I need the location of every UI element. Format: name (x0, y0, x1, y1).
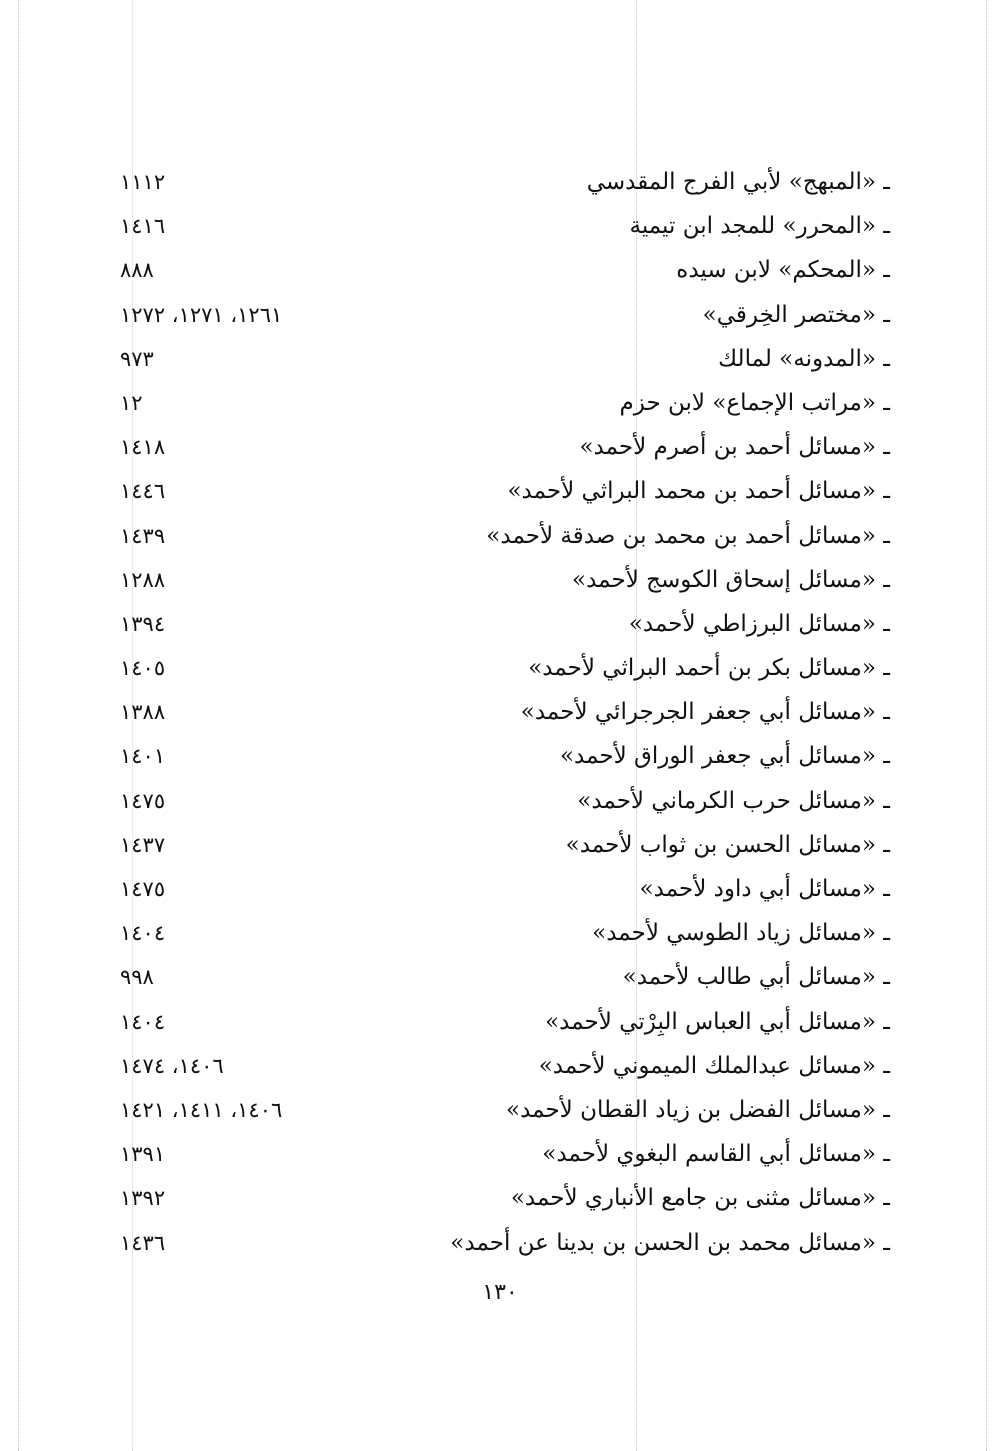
entry-pages: ١٤٠٤ (120, 921, 166, 946)
entry-title: ـ «المحكم» لابن سيده (676, 257, 890, 284)
index-entry (0, 602, 1000, 646)
index-entry (0, 514, 1000, 558)
entry-title: ـ «مسائل أبي داود لأحمد» (639, 876, 890, 902)
entry-title: ـ «مسائل البرزاطي لأحمد» (628, 610, 890, 637)
index-entry (0, 293, 1000, 337)
entry-title: ـ «مسائل الفضل بن زياد القطان لأحمد» (506, 1096, 890, 1123)
entry-pages: ١٤١٦ (120, 214, 166, 239)
entry-pages: ١٤٣٧ (120, 832, 166, 857)
index-entry (0, 823, 1000, 867)
entry-pages: ١٤٠٦، ١٤١١، ١٤٢١ (120, 1097, 283, 1122)
index-entry (0, 646, 1000, 690)
entry-pages: ١٢٦١، ١٢٧١، ١٢٧٢ (120, 302, 283, 327)
entry-pages: ١٤٧٥ (120, 877, 166, 901)
entry-pages: ١٤٠١ (120, 744, 166, 769)
entry-title: ـ «المدونه» لمالك (718, 345, 890, 372)
entry-title: ـ «المبهج» لأبي الفرج المقدسي (586, 169, 890, 195)
entry-pages: ١٢ (120, 390, 143, 415)
entry-pages: ١٤٤٦ (120, 479, 166, 504)
entry-pages: ١٤٧٥ (120, 788, 166, 813)
entry-pages: ١٤٣٦ (120, 1230, 166, 1255)
index-entry (0, 690, 1000, 734)
entry-pages: ١٤٣٩ (120, 523, 166, 548)
entry-pages: ١٣٩٢ (120, 1186, 166, 1211)
index-entry (0, 204, 1000, 248)
entry-title: ـ «مسائل أحمد بن أصرم لأحمد» (579, 434, 890, 461)
index-entry (0, 337, 1000, 381)
entry-title: ـ «مسائل أبي جعفر الجرجرائي لأحمد» (520, 699, 890, 726)
entry-title: ـ «مسائل زياد الطوسي لأحمد» (592, 920, 890, 947)
entry-title: ـ «مسائل مثنى بن جامع الأنباري لأحمد» (510, 1185, 890, 1212)
entry-title: ـ «مسائل أحمد بن محمد البراثي لأحمد» (507, 478, 890, 505)
index-entry (0, 779, 1000, 823)
index-entry (0, 867, 1000, 911)
index-entry (0, 469, 1000, 513)
page-number: ١٣٠ (482, 1280, 518, 1305)
entry-pages: ١٤٠٦، ١٤٧٤ (120, 1053, 224, 1078)
entry-title: ـ «مسائل إسحاق الكوسج لأحمد» (572, 566, 890, 593)
index-entry (0, 248, 1000, 292)
entry-pages: ١٣٩١ (120, 1142, 166, 1167)
index-entry (0, 1088, 1000, 1132)
index-entry (0, 1000, 1000, 1044)
entry-pages: ٩٧٣ (120, 346, 154, 371)
index-entry (0, 160, 1000, 204)
entry-title: ـ «مسائل بكر بن أحمد البراثي لأحمد» (528, 655, 890, 682)
entry-title: ـ «مسائل أبي العباس البِرْتي لأحمد» (545, 1008, 890, 1035)
index-entry (0, 734, 1000, 778)
entry-title: ـ «مسائل الحسن بن ثواب لأحمد» (565, 831, 890, 858)
entry-title: ـ «مسائل أحمد بن محمد بن صدقة لأحمد» (486, 522, 890, 549)
entry-pages: ١٣٨٨ (120, 700, 166, 725)
index-entry (0, 381, 1000, 425)
entry-pages: ٩٩٨ (120, 965, 154, 990)
entry-title: ـ «مسائل حرب الكرماني لأحمد» (577, 787, 890, 814)
entry-pages: ١٢٨٨ (120, 567, 166, 592)
index-entry (0, 425, 1000, 469)
index-entry (0, 1221, 1000, 1265)
entry-pages: ٨٨٨ (120, 258, 154, 283)
entry-title: ـ «مراتب الإجماع» لابن حزم (619, 389, 890, 416)
entry-title: ـ «مسائل أبي طالب لأحمد» (622, 964, 890, 991)
index-entry (0, 1044, 1000, 1088)
index-entry (0, 955, 1000, 999)
index-entry (0, 1132, 1000, 1176)
entry-title: ـ «مسائل عبدالملك الميموني لأحمد» (538, 1052, 890, 1079)
entry-pages: ١٤١٨ (120, 435, 166, 460)
index-entry (0, 558, 1000, 602)
entry-pages: ١٤٠٥ (120, 656, 166, 681)
entry-title: ـ «مسائل أبي القاسم البغوي لأحمد» (542, 1141, 890, 1168)
entry-pages: ١١١٢ (120, 170, 166, 194)
index-entry (0, 1176, 1000, 1220)
entry-pages: ١٣٩٤ (120, 611, 166, 636)
entry-pages: ١٤٠٤ (120, 1009, 166, 1034)
entry-title: ـ «مختصر الخِرقي» (702, 301, 890, 328)
entry-title: ـ «مسائل محمد بن الحسن بن بدينا عن أحمد» (450, 1229, 890, 1256)
index-entry-list (0, 160, 1000, 1265)
entry-title: ـ «مسائل أبي جعفر الوراق لأحمد» (559, 743, 890, 770)
entry-title: ـ «المحرر» للمجد ابن تيمية (629, 213, 890, 240)
index-entry (0, 911, 1000, 955)
